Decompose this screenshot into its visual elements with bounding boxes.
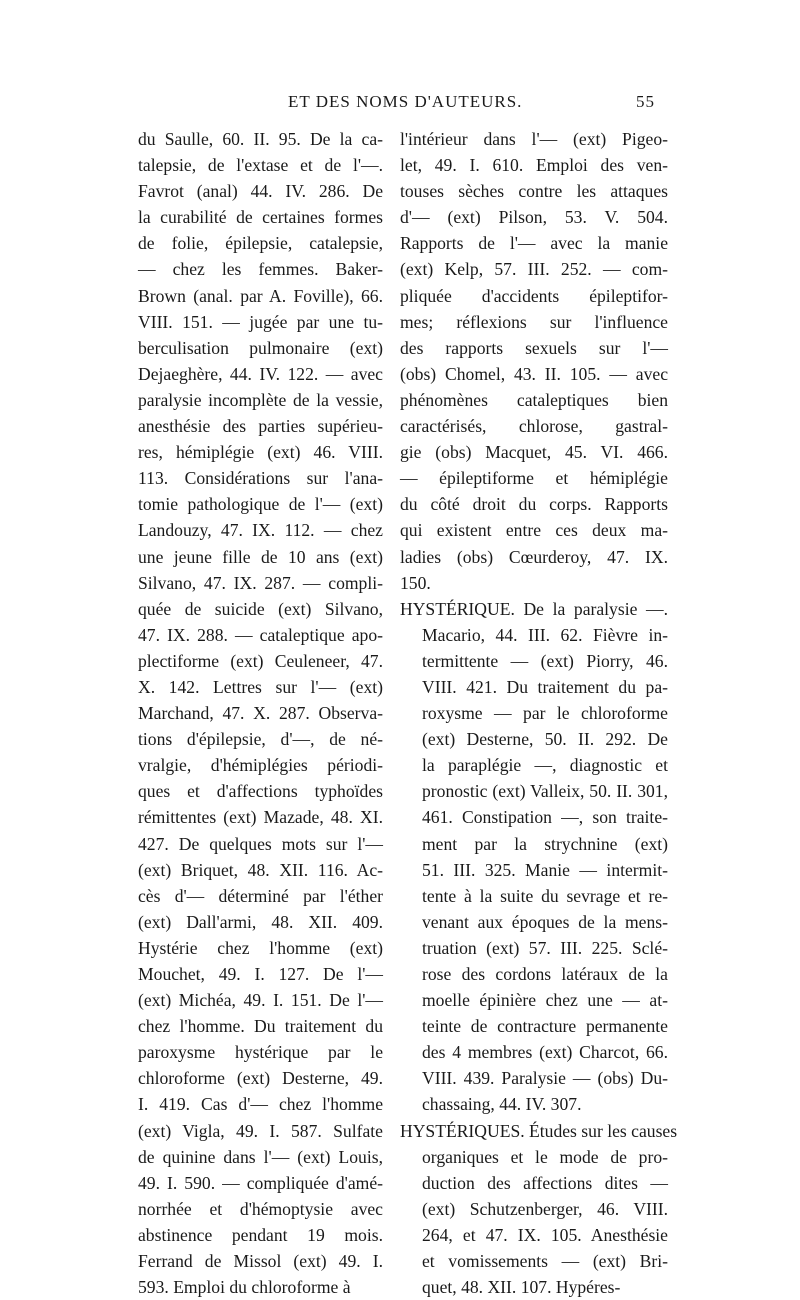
text-line: VIII. 421. Du traitement du pa- xyxy=(422,676,668,697)
text-line: de quinine dans l'— (ext) Louis, xyxy=(138,1146,383,1167)
text-line: la paraplégie —, diagnostic et xyxy=(422,755,668,776)
text-line: res, hémiplégie (ext) 46. VIII. xyxy=(138,442,383,463)
text-line: (ext) Briquet, 48. XII. 116. Ac- xyxy=(138,859,383,880)
text-line: roxysme — par le chloroforme xyxy=(422,703,668,724)
text-line: Dejaeghère, 44. IV. 122. — avec xyxy=(138,363,383,384)
text-line: I. 419. Cas d'— chez l'homme xyxy=(138,1094,383,1115)
text-line: 51. III. 325. Manie — intermit- xyxy=(422,859,668,880)
text-line: de folie, épilepsie, catalepsie, xyxy=(138,233,383,254)
text-line: 593. Emploi du chloroforme à xyxy=(138,1277,351,1298)
text-line: rose des cordons latéraux de la xyxy=(422,964,668,984)
entry-headword-line: HYSTÉRIQUES. Études sur les causes xyxy=(400,1120,678,1141)
text-line: (ext) Michéa, 49. I. 151. De l'— xyxy=(138,990,383,1011)
text-line: 49. I. 590. — compliquée d'amé- xyxy=(138,1172,383,1193)
text-line: 113. Considérations sur l'ana- xyxy=(138,468,383,489)
text-line: Silvano, 47. IX. 287. — compli- xyxy=(138,572,383,593)
text-line: Mouchet, 49. I. 127. De l'— xyxy=(138,964,383,984)
text-line: caractérisés, chlorose, gastral- xyxy=(400,416,668,437)
text-line: Landouzy, 47. IX. 112. — chez xyxy=(138,520,383,541)
text-line: touses sèches contre les attaques xyxy=(400,181,668,202)
text-line: du côté droit du corps. Rapports xyxy=(400,494,668,515)
text-line: venant aux époques de la mens- xyxy=(422,911,668,932)
text-line: — chez les femmes. Baker- xyxy=(138,259,383,280)
text-line: ment par la strychnine (ext) xyxy=(422,833,668,854)
text-line: anesthésie des parties supérieu- xyxy=(138,416,383,437)
text-line: (ext) Kelp, 57. III. 252. — com- xyxy=(400,259,668,280)
text-line: plectiforme (ext) Ceuleneer, 47. xyxy=(138,650,383,671)
text-line: truation (ext) 57. III. 225. Sclé- xyxy=(422,937,668,958)
text-line: tions d'épilepsie, d'—, de né- xyxy=(138,729,383,750)
text-line: organiques et le mode de pro- xyxy=(422,1146,668,1167)
text-line: paroxysme hystérique par le xyxy=(138,1042,383,1063)
text-line: chassaing, 44. IV. 307. xyxy=(422,1094,582,1115)
text-line: quet, 48. XII. 107. Hypéres- xyxy=(422,1277,621,1298)
text-line: la curabilité de certaines formes xyxy=(138,207,383,228)
text-line: abstinence pendant 19 mois. xyxy=(138,1224,383,1245)
text-line: qui existent entre ces deux ma- xyxy=(400,520,668,541)
text-line: des rapports sexuels sur l'— xyxy=(400,337,668,358)
text-line: du Saulle, 60. II. 95. De la ca- xyxy=(138,129,383,149)
text-line: d'— (ext) Pilson, 53. V. 504. xyxy=(400,207,668,228)
text-line: ques et d'affections typhoïdes xyxy=(138,781,383,802)
text-line: des 4 membres (ext) Charcot, 66. xyxy=(422,1042,668,1063)
text-line: Ferrand de Missol (ext) 49. I. xyxy=(138,1251,383,1272)
text-line: berculisation pulmonaire (ext) xyxy=(138,337,383,358)
text-line: — épileptiforme et hémiplégie xyxy=(400,468,668,489)
text-line: l'intérieur dans l'— (ext) Pigeo- xyxy=(400,129,668,149)
text-line: let, 49. I. 610. Emploi des ven- xyxy=(400,155,668,176)
text-line: talepsie, de l'extase et de l'—. xyxy=(138,155,383,176)
text-line: Marchand, 47. X. 287. Observa- xyxy=(138,703,383,724)
text-line: VIII. 151. — jugée par une tu- xyxy=(138,311,383,332)
text-line: 427. De quelques mots sur l'— xyxy=(138,833,383,854)
text-line: 264, et 47. IX. 105. Anesthésie xyxy=(422,1224,668,1245)
text-line: (ext) Dall'armi, 48. XII. 409. xyxy=(138,911,383,932)
text-line: 461. Constipation —, son traite- xyxy=(422,807,668,828)
text-line: Hystérie chez l'homme (ext) xyxy=(138,937,383,958)
left-column xyxy=(138,126,383,1300)
running-head-title: ET DES NOMS D'AUTEURS. xyxy=(288,92,523,111)
text-line: vralgie, d'hémiplégies périodi- xyxy=(138,755,383,776)
page-number: 55 xyxy=(636,92,655,111)
text-line: (ext) Vigla, 49. I. 587. Sulfate xyxy=(138,1120,383,1141)
text-line: teinte de contracture permanente xyxy=(422,1016,668,1037)
text-line: paralysie incomplète de la vessie, xyxy=(138,389,383,410)
text-line: Macario, 44. III. 62. Fièvre in- xyxy=(422,624,668,645)
text-line: une jeune fille de 10 ans (ext) xyxy=(138,546,383,567)
text-line: duction des affections dites — xyxy=(422,1172,668,1193)
text-line: Brown (anal. par A. Foville), 66. xyxy=(138,285,383,306)
text-line: tente à la suite du sevrage et re- xyxy=(422,885,668,906)
text-line: ladies (obs) Cœurderoy, 47. IX. xyxy=(400,546,668,567)
text-line: chloroforme (ext) Desterne, 49. xyxy=(138,1068,383,1089)
text-line: 150. xyxy=(400,572,431,593)
text-line: gie (obs) Macquet, 45. VI. 466. xyxy=(400,442,668,463)
text-line: VIII. 439. Paralysie — (obs) Du- xyxy=(422,1068,668,1089)
text-line: quée de suicide (ext) Silvano, xyxy=(138,598,383,619)
text-line: (obs) Chomel, 43. II. 105. — avec xyxy=(400,363,668,384)
text-line: rémittentes (ext) Mazade, 48. XI. xyxy=(138,807,383,828)
text-line: 47. IX. 288. — cataleptique apo- xyxy=(138,624,383,645)
text-line: norrhée et d'hémoptysie avec xyxy=(138,1198,383,1219)
text-line: tomie pathologique de l'— (ext) xyxy=(138,494,383,515)
text-line: termittente — (ext) Piorry, 46. xyxy=(422,650,668,671)
text-line: phénomènes cataleptiques bien xyxy=(400,389,668,410)
entry-headword-line: HYSTÉRIQUE. De la paralysie —. xyxy=(400,598,668,619)
text-line: moelle épinière chez une — at- xyxy=(422,990,668,1011)
text-line: (ext) Schutzenberger, 46. VIII. xyxy=(422,1198,668,1219)
text-line: et vomissements — (ext) Bri- xyxy=(422,1251,668,1272)
right-column xyxy=(400,126,678,1300)
text-line: pliquée d'accidents épileptifor- xyxy=(400,285,668,306)
text-line: chez l'homme. Du traitement du xyxy=(138,1016,383,1037)
text-line: mes; réflexions sur l'influence xyxy=(400,311,668,332)
text-line: (ext) Desterne, 50. II. 292. De xyxy=(422,729,668,750)
text-line: X. 142. Lettres sur l'— (ext) xyxy=(138,676,383,697)
text-line: Favrot (anal) 44. IV. 286. De xyxy=(138,181,383,202)
text-line: pronostic (ext) Valleix, 50. II. 301, xyxy=(422,781,668,802)
text-line: Rapports de l'— avec la manie xyxy=(400,233,668,254)
text-line: cès d'— déterminé par l'éther xyxy=(138,885,383,906)
